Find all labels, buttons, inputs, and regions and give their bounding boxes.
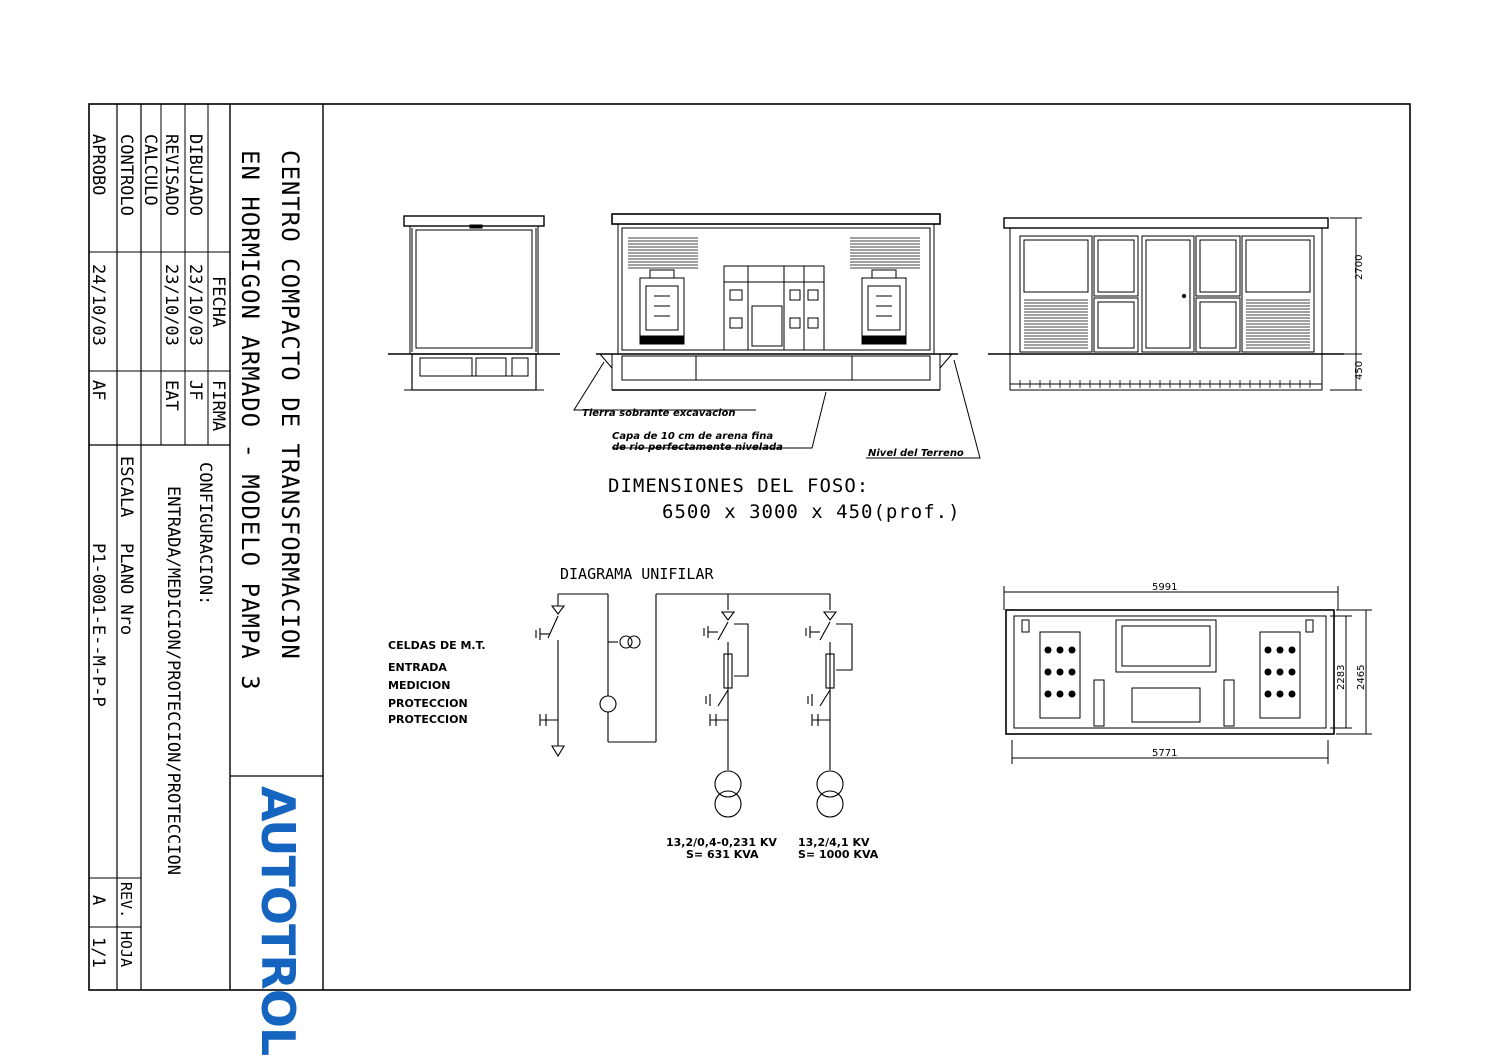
plan-view <box>1004 586 1372 764</box>
config-label: CONFIGURACION: <box>195 462 215 606</box>
dim-plan-outer-width: 2465 <box>1356 664 1367 690</box>
label-capa-arena-2: de rio perfectamente nivelada <box>612 442 783 453</box>
hoja-label: HOJA <box>117 931 135 968</box>
transformer-1-voltage: 13,2/0,4-0,231 KV <box>666 836 777 849</box>
project-title-line1: CENTRO COMPACTO DE TRANSFORMACION <box>276 150 304 660</box>
company-logo: AUTOTROL <box>251 786 305 1056</box>
fecha-aprobo: 24/10/03 <box>88 264 108 346</box>
cell-medicion: MEDICION <box>388 679 451 692</box>
firma-header: FIRMA <box>208 380 228 432</box>
single-line-diagram <box>536 594 852 817</box>
role-calculo: CALCULO <box>140 134 160 206</box>
role-controlo: CONTROLO <box>116 134 136 216</box>
dim-height-2700: 2700 <box>1354 254 1365 280</box>
dim-plan-inner-width: 2283 <box>1336 664 1347 690</box>
foso-value: 6500 x 3000 x 450(prof.) <box>662 501 961 523</box>
front-elevation-view <box>988 218 1362 390</box>
plano-number: P1-0001-E--M-P-P <box>88 543 108 707</box>
fecha-header: FECHA <box>208 276 228 328</box>
transformer-2-power: S= 1000 KVA <box>798 848 879 861</box>
foso-title: DIMENSIONES DEL FOSO: <box>608 475 870 497</box>
rev-value: A <box>88 895 108 906</box>
firma-aprobo: AF <box>88 380 108 401</box>
rev-label: REV. <box>117 882 135 919</box>
fecha-revisado: 23/10/03 <box>161 264 181 346</box>
transformer-2-voltage: 13,2/4,1 KV <box>798 836 870 849</box>
role-aprobo: APROBO <box>88 134 108 196</box>
project-title-line2: EN HORMIGON ARMADO - MODELO PAMPA 3 <box>236 150 264 691</box>
label-tierra-sobrante: Tierra sobrante excavacion <box>582 408 736 419</box>
cell-entrada: ENTRADA <box>388 661 447 674</box>
single-line-title: DIAGRAMA UNIFILAR <box>560 565 714 583</box>
side-elevation-view <box>388 216 560 390</box>
label-capa-arena-1: Capa de 10 cm de arena fina <box>612 431 774 442</box>
fecha-dibujado: 23/10/03 <box>185 264 205 346</box>
config-value: ENTRADA/MEDICION/PROTECCION/PROTECCION <box>163 486 183 875</box>
role-dibujado: DIBUJADO <box>185 134 205 216</box>
firma-revisado: EAT <box>161 380 181 411</box>
transformer-1-power: S= 631 KVA <box>686 848 759 861</box>
cell-proteccion-1: PROTECCION <box>388 697 468 710</box>
cell-proteccion-2: PROTECCION <box>388 713 468 726</box>
front-section-view <box>574 214 980 458</box>
label-nivel-terreno: Nivel del Terreno <box>868 448 964 459</box>
hoja-value: 1/1 <box>88 937 108 968</box>
escala-label: ESCALA <box>116 456 136 518</box>
dim-plan-outer-length: 5991 <box>1152 582 1178 593</box>
firma-dibujado: JF <box>185 380 205 401</box>
dim-plan-inner-length: 5771 <box>1152 748 1178 759</box>
plano-label: PLANO Nro <box>116 543 136 636</box>
title-block <box>88 104 323 1056</box>
role-revisado: REVISADO <box>161 134 181 216</box>
cells-title: CELDAS DE M.T. <box>388 639 486 652</box>
dim-base-450: 450 <box>1354 360 1365 380</box>
